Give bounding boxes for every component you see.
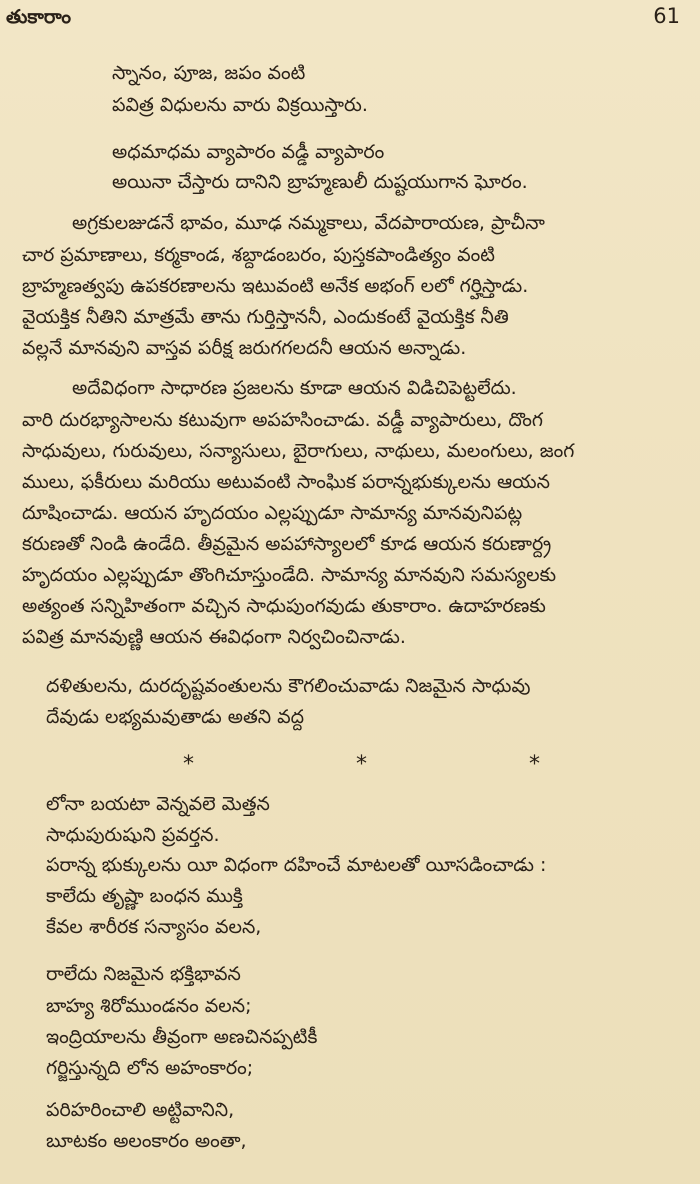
verse-line: ఇంద్రియాలను తీవ్రంగా అణచినప్పటికీ	[46, 1026, 318, 1048]
paragraph-line: పవిత్ర మానవుణ్ణి ఆయన ఈవిధంగా నిర్వచించినాడు.	[22, 626, 406, 648]
intro-line: పరాన్న భుక్కులను యీ విధంగా దహించే మాటలతో యీసడించాడు :	[46, 854, 547, 876]
separator-star: *	[529, 752, 540, 777]
verse-line: అధమాధమ వ్యాపారం వడ్డీ వ్యాపారం	[112, 141, 385, 163]
paragraph-line: బ్రాహ్మణత్వపు ఉపకరణాలను ఇటువంటి అనేక అభంగ్ లలో గర్హిస్తాడు.	[22, 275, 529, 297]
verse-line: దళితులను, దురదృష్టవంతులను కౌగలించువాడు నిజమైన సాధువు	[46, 675, 531, 697]
verse-line: బాహ్య శిరోముండనం వలన;	[46, 995, 252, 1017]
paragraph-line: వైయక్తిక నీతిని మాత్రమే తాను గుర్తిస్తాననీ, ఎందుకంటే వైయక్తిక నీతి	[22, 306, 509, 328]
paragraph-line: హృదయం ఎల్లప్పుడూ తొంగిచూస్తుండేది. సామాన్య మానవుని సమస్యలకు	[22, 564, 557, 586]
running-header-title: తుకారాం	[6, 6, 72, 28]
paragraph-line: ములు, ఫకీరులు మరియు అటువంటి సాంఘిక పరాన్నభుక్కులను ఆయన	[22, 471, 550, 493]
verse-line: రాలేదు నిజమైన భక్తిభావన	[46, 963, 241, 985]
verse-line: స్నానం, పూజ, జపం వంటి	[112, 62, 306, 84]
paragraph-line: అత్యంత సన్నిహితంగా వచ్చిన సాధుపుంగవుడు తుకారాం. ఉదాహరణకు	[22, 595, 546, 617]
paragraph-line: సాధువులు, గురువులు, సన్యాసులు, బైరాగులు, నాథులు, మలంగులు, జంగ	[22, 440, 575, 462]
verse-line: కాలేదు తృష్ణా బంధన ముక్తి	[46, 885, 243, 907]
verse-line: గర్జిస్తున్నది లోన అహంకారం;	[46, 1057, 254, 1079]
separator-star: *	[183, 752, 194, 777]
paragraph-line: చార ప్రమాణాలు, కర్మకాండ, శబ్దాడంబరం, పుస్తకపాండిత్యం వంటి	[22, 244, 495, 266]
verse-line: కేవల శారీరక సన్యాసం వలన,	[46, 916, 262, 938]
verse-line: లోనా బయటా వెన్నవలె మెత్తన	[46, 793, 270, 815]
verse-line: పవిత్ర విధులను వారు విక్రయిస్తారు.	[112, 94, 368, 116]
verse-line: అయినా చేస్తారు దానిని బ్రాహ్మణులీ దుష్టయుగాన ఘోరం.	[112, 171, 528, 193]
verse-line: బూటకం అలంకారం అంతా,	[46, 1130, 247, 1152]
paragraph-line: కరుణతో నిండి ఉండేది. తీవ్రమైన అపహాస్యాలలో కూడ ఆయన కరుణార్ద్ర	[22, 533, 552, 555]
paragraph-line: దూషించాడు. ఆయన హృదయం ఎల్లప్పుడూ సామాన్య మానవునిపట్ల	[22, 502, 523, 524]
verse-line: దేవుడు లభ్యమవుతాడు అతని వద్ద	[46, 706, 305, 728]
paragraph-line: వల్లనే మానవుని వాస్తవ పరీక్ష జరుగగలదనీ ఆయన అన్నాడు.	[22, 337, 467, 359]
paragraph-line: వారి దురభ్యాసాలను కటువుగా అపహసించాడు. వడ్డీ వ్యాపారులు, దొంగ	[22, 409, 543, 431]
verse-line: సాధుపురుషుని ప్రవర్తన.	[46, 824, 220, 846]
paragraph-line: అదేవిధంగా సాధారణ ప్రజలను కూడా ఆయన విడిచిపెట్టలేదు.	[72, 377, 517, 399]
separator-star: *	[356, 752, 367, 777]
paragraph-line: అగ్రకులజుడనే భావం, మూఢ నమ్మకాలు, వేదపారాయణ, ప్రాచీనా	[72, 212, 545, 234]
verse-line: పరిహరించాలి అట్టివానిని,	[46, 1099, 235, 1121]
page-number: 61	[653, 4, 680, 28]
